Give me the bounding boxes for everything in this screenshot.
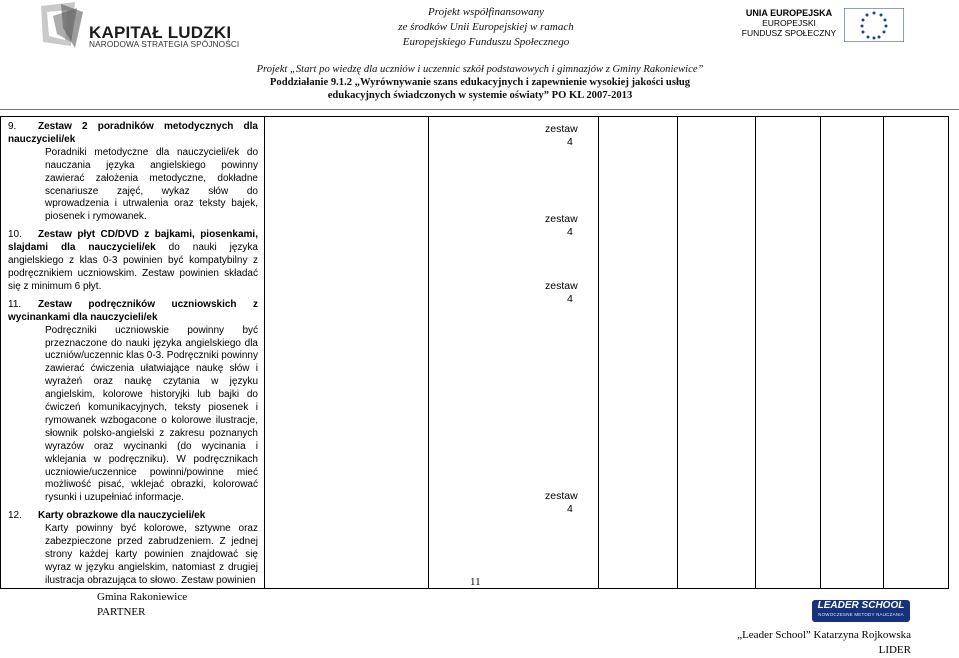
eu-line-1: UNIA EUROPEJSKA (745, 8, 833, 18)
blank-cell (756, 117, 821, 589)
cofinance-line: Europejskiego Funduszu Społecznego (402, 36, 570, 48)
cofinance-line: Projekt współfinansowany (427, 6, 544, 18)
quantity-value: 4 (567, 226, 573, 238)
badge-subtitle: NOWOCZESNE METODY NAUCZANIA (818, 612, 904, 617)
item-title: Zestaw płyt CD/DVD z bajkami, piosenkami, slajdami dla nauczycieli/ek (8, 229, 258, 254)
specification-table (0, 116, 949, 589)
item-description: Podręczniki uczniowskie powinny być przeznaczone do nauki języka angielskiego dla uczniów/uczennic klas 0-3. Podręczniki powinny zawierać ćwiczenia ułatwiające naukę słów i wyrażeń oraz naukę czytania w języku angielskim, kolorowe historyjki lub bajki do ćwiczeń komunikacyjnych, teksty piosenek i rymowanek wzbogacone o kolorowe ilustracje, słownik polsko-angielski z zakresu poznanych wyrazów oraz wycinanki (do wycinania i wklejania w podręczniku). W podręcznikach uczniowie/uczennice powinni/powinne mieć możliwość pisać, wklejać obrazki, kolorować rysunki i uzupełniać informacje. (45, 324, 258, 504)
blank-cell (884, 117, 949, 589)
logo-title: KAPITAŁ LUDZKI (89, 23, 232, 42)
item-number: 9. (8, 121, 17, 132)
unit-cell (429, 117, 599, 589)
table-row (1, 117, 949, 589)
unit-label: zestaw (545, 280, 578, 292)
eu-flag-icon (844, 8, 904, 42)
unit-label: zestaw (545, 490, 578, 502)
partner-role: PARTNER (97, 606, 146, 618)
eu-line-2: EUROPEJSKI (762, 18, 816, 28)
eu-logo-text (738, 8, 840, 38)
item-number: 11. (8, 298, 22, 310)
item-description: Poradniki metodyczne dla nauczycieli/ek do nauczania języka angielskiego powinny zawierać założenia metodyczne, dokładne scenariusze zajęć, wykaz słów do wprowadzenia i utrwalenia oraz teksty bajek, piosenek i rymowanek. (45, 146, 258, 223)
list-item (1, 510, 264, 587)
eu-line-3: FUNDUSZ SPOŁECZNY (741, 28, 837, 38)
partner-name: Gmina Rakoniewice (97, 591, 188, 603)
item-title: Zestaw 2 poradników metodycznych dla nauczycieli/ek (8, 121, 258, 145)
item-description: do nauki języka angielskiego z klas 0-3 powinien być kompatybilny z podręcznikiem uczniowskim. Zestaw powinien składać się z minimum 6 płyt. (8, 242, 258, 292)
project-program: edukacyjnych świadczonych w systemie oświaty” PO KL 2007-2013 (327, 90, 633, 101)
unit-entry (429, 123, 598, 149)
cofinance-line: ze środków Unii Europejskiej w ramach (398, 21, 574, 33)
project-measure: Poddziałanie 9.1.2 „Wyrównywanie szans edukacyjnych i zapewnienie wysokiej jakości usług (269, 77, 691, 88)
leader-name: „Leader School” Katarzyna Rojkowska (737, 629, 911, 641)
leader-info (737, 628, 911, 658)
logo-subtitle: NARODOWA STRATEGIA SPÓJNOŚCI (89, 39, 240, 49)
cofinance-note (356, 5, 616, 50)
kapital-ludzki-emblem-icon (41, 2, 83, 48)
badge-title: LEADER SCHOOL (817, 600, 905, 611)
item-title: Zestaw podręczników uczniowskich z wycinankami dla nauczycieli/ek (8, 298, 258, 323)
item-number: 12. (8, 510, 22, 522)
header-divider (0, 109, 959, 110)
item-title: Karty obrazkowe dla nauczycieli/ek (38, 510, 206, 522)
quantity-value: 4 (567, 136, 573, 148)
unit-label: zestaw (545, 213, 578, 225)
list-item (1, 299, 264, 506)
unit-entry (429, 280, 598, 306)
leader-school-logo (812, 600, 910, 622)
blank-cell (678, 117, 756, 589)
project-title: Projekt „Start po wiedzę dla uczniów i uczennic szkół podstawowych i gimnazjów z Gminy Rakoniewice” (256, 64, 704, 75)
item-description: Karty powinny być kolorowe, sztywne oraz zabezpieczone przed zabrudzeniem. Z jednej strony każdej karty powinien znajdować się wyraz w języku angielskim, natomiast z drugiej ilustracja obrazująca to słowo. Zestaw powinien (45, 523, 258, 586)
unit-entry (429, 490, 598, 516)
leader-role: LIDER (878, 644, 911, 656)
partner-info (97, 590, 187, 620)
blank-cell (265, 117, 429, 589)
eu-logo (738, 8, 918, 42)
unit-label: zestaw (545, 123, 578, 135)
unit-entry (429, 213, 598, 239)
description-cell (1, 117, 265, 589)
blank-cell (821, 117, 884, 589)
project-info (180, 63, 780, 102)
quantity-value: 4 (567, 293, 573, 305)
list-item (1, 121, 264, 224)
page-number: 11 (470, 576, 481, 588)
list-item (1, 229, 264, 294)
quantity-value: 4 (567, 503, 573, 515)
item-number: 10. (8, 229, 22, 241)
kapital-ludzki-logo (41, 2, 240, 50)
blank-cell (599, 117, 678, 589)
